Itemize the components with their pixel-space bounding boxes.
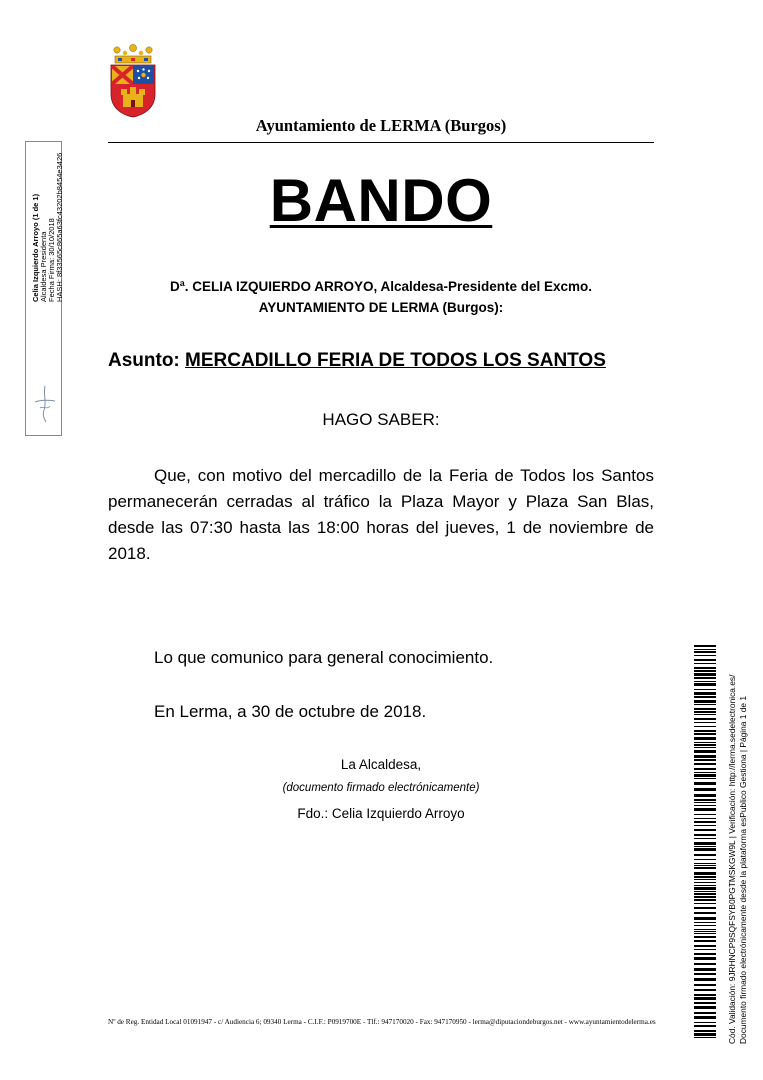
signature-note: (documento firmado electrónicamente) — [282, 782, 480, 794]
barcode-bar — [694, 788, 716, 791]
barcode-bar — [694, 891, 716, 892]
barcode-bar — [694, 670, 716, 672]
footer-contact: Nº de Reg. Entidad Local 01091947 - c/ Audiencia 6; 09340 Lerma - C.I.F.: P0919700E - Tlf.: 947170020 - Fax: 947170950 - lerma@diputaciondeburgos.net - www.ayuntamientodelerma.es — [108, 1018, 656, 1026]
barcode-bar — [694, 814, 716, 815]
barcode-bar — [694, 651, 716, 653]
barcode-bar — [694, 726, 716, 727]
barcode-bar — [694, 903, 716, 904]
barcode-bar — [694, 683, 716, 686]
barcode-bar — [694, 700, 716, 703]
document-title-text: BANDO — [269, 167, 493, 234]
barcode-bar — [694, 755, 716, 758]
barcode-bar — [694, 984, 716, 986]
stamp-signer: Celia Izquierdo Arroyo (1 de 1) — [31, 193, 40, 302]
barcode-bar — [694, 893, 716, 895]
barcode-bar — [694, 1002, 716, 1004]
barcode-bar — [694, 821, 716, 823]
subject-label: Asunto: — [108, 350, 180, 371]
barcode-bar — [694, 879, 716, 880]
barcode-bar — [694, 1030, 716, 1032]
barcode-bar — [694, 936, 716, 938]
lerma-coat-of-arms-logo — [108, 44, 158, 118]
barcode-bar — [694, 763, 716, 765]
issuer-block — [108, 276, 654, 318]
barcode-bar — [694, 899, 716, 901]
stamp-hash: HASH: 8f33565c865a63fc43202b8454e3426 — [55, 152, 64, 302]
barcode-bar — [694, 750, 716, 753]
validation-line-2: Documento firmado electrónicamente desde la plataforma esPublico Gestiona | Página 1 de 1 — [737, 695, 748, 1044]
barcode-bar — [694, 907, 716, 909]
barcode-bar — [694, 854, 716, 856]
barcode-bar — [694, 704, 716, 705]
barcode-bar — [694, 838, 716, 839]
barcode-bar — [694, 829, 716, 831]
validation-line-1: Cód. Validación: 9JRHNCP9SQFSYB0PGTMSKGW9L | Verificación: http://lerma.sedelectronica.es/ — [727, 674, 737, 1044]
barcode-bar — [694, 1033, 716, 1036]
barcode-bar — [694, 949, 716, 950]
barcode-bar — [694, 922, 716, 923]
handwritten-signature-icon — [32, 384, 58, 424]
barcode-bar — [694, 689, 716, 690]
barcode-bar — [694, 876, 716, 878]
barcode-bar — [694, 917, 716, 920]
barcode-bar — [694, 681, 716, 682]
signature-stamp — [25, 141, 62, 436]
barcode-bar — [694, 794, 716, 797]
validation-text — [727, 675, 748, 1044]
header-divider — [108, 142, 654, 143]
barcode-bar — [694, 772, 716, 773]
barcode-bar — [694, 825, 716, 826]
barcode-bar — [694, 887, 716, 890]
barcode-bar — [694, 925, 716, 926]
signature-name: Fdo.: Celia Izquierdo Arroyo — [297, 806, 465, 821]
barcode-bar — [694, 659, 716, 661]
barcode-bar — [694, 714, 716, 715]
barcode-bar — [694, 1037, 716, 1038]
issuer-line-1: Dª. CELIA IZQUIERDO ARROYO, Alcaldesa-Presidente del Excmo. — [169, 279, 593, 294]
barcode-bar — [694, 994, 716, 996]
barcode-bar — [694, 768, 716, 770]
barcode-bar — [694, 846, 716, 847]
barcode-bar — [694, 663, 716, 664]
barcode-bar — [694, 945, 716, 947]
barcode-bar — [694, 865, 716, 866]
barcode-bar — [694, 799, 716, 801]
barcode-bar — [694, 667, 716, 669]
document-title — [108, 166, 654, 235]
barcode-bar — [694, 859, 716, 860]
signature-role: La Alcaldesa, — [340, 757, 422, 772]
barcode-bar — [694, 863, 716, 864]
barcode-bar — [694, 655, 716, 656]
barcode-bar — [694, 818, 716, 819]
place-date-line: En Lerma, a 30 de octubre de 2018. — [154, 702, 427, 721]
barcode-bar — [694, 957, 716, 960]
barcode-bar — [694, 782, 716, 785]
barcode-bar — [694, 696, 716, 698]
barcode-bar — [694, 896, 716, 898]
barcode-bar — [694, 882, 716, 883]
barcode-bar — [694, 718, 716, 720]
barcode-bar — [694, 929, 716, 930]
barcode-bar — [694, 802, 716, 803]
subject-line — [108, 350, 606, 372]
stamp-date: Fecha Firma: 30/10/2018 — [47, 218, 56, 302]
barcode-bar — [694, 1022, 716, 1023]
barcode-bar — [694, 973, 716, 975]
barcode-bar — [694, 649, 716, 650]
barcode-bar — [694, 953, 716, 955]
barcode-bar — [694, 711, 716, 713]
barcode-bar — [694, 997, 716, 1000]
barcode-bar — [694, 848, 716, 851]
barcode-bar — [694, 872, 716, 875]
barcode-bar — [694, 912, 716, 914]
barcode-bar — [694, 978, 716, 981]
barcode-bar — [694, 805, 716, 806]
barcode-bar — [694, 1012, 716, 1014]
barcode-bar — [694, 989, 716, 991]
barcode-bar — [694, 842, 716, 845]
barcode-bar — [694, 708, 716, 710]
issuer-line-2: AYUNTAMIENTO DE LERMA (Burgos): — [258, 300, 504, 315]
barcode-bar — [694, 742, 716, 743]
organization-name: Ayuntamiento de LERMA (Burgos) — [255, 116, 507, 135]
subject-text: MERCADILLO FERIA DE TODOS LOS SANTOS — [185, 350, 606, 371]
barcode-bar — [694, 808, 716, 811]
barcode-bar — [694, 774, 716, 777]
barcode-bar — [694, 931, 716, 932]
barcode-bar — [694, 677, 716, 679]
barcode-bar — [694, 645, 716, 647]
barcode-bar — [694, 747, 716, 748]
barcode-bar — [694, 730, 716, 732]
barcode-bar — [694, 885, 716, 886]
barcode-bar — [694, 759, 716, 761]
barcode-bar — [694, 692, 716, 695]
barcode-bar — [694, 940, 716, 942]
barcode-bar — [694, 737, 716, 740]
stamp-role: Alcaldesa Presidenta — [39, 231, 48, 302]
barcode-bar — [694, 778, 716, 779]
body-paragraph: Que, con motivo del mercadillo de la Feria de Todos los Santos permanecerán cerradas al tráfico la Plaza Mayor y Plaza San Blas, desde las 07:30 hasta las 18:00 horas del jueves, 1 de noviembre de 2018. — [108, 466, 654, 563]
barcode-bar — [694, 1016, 716, 1019]
barcode-bar — [694, 963, 716, 965]
barcode-bar — [694, 834, 716, 836]
barcode-bar — [694, 867, 716, 869]
barcode-bar — [694, 722, 716, 723]
barcode-bar — [694, 673, 716, 676]
barcode-bar — [694, 933, 716, 934]
barcode-bar — [694, 744, 716, 746]
barcode-bar — [694, 1006, 716, 1009]
barcode-bar — [694, 733, 716, 735]
validation-barcode — [694, 645, 716, 1040]
barcode-bar — [694, 968, 716, 971]
barcode-bar — [694, 1025, 716, 1027]
closing-line: Lo que comunico para general conocimiento. — [154, 648, 494, 667]
declaration: HAGO SABER: — [322, 410, 440, 429]
